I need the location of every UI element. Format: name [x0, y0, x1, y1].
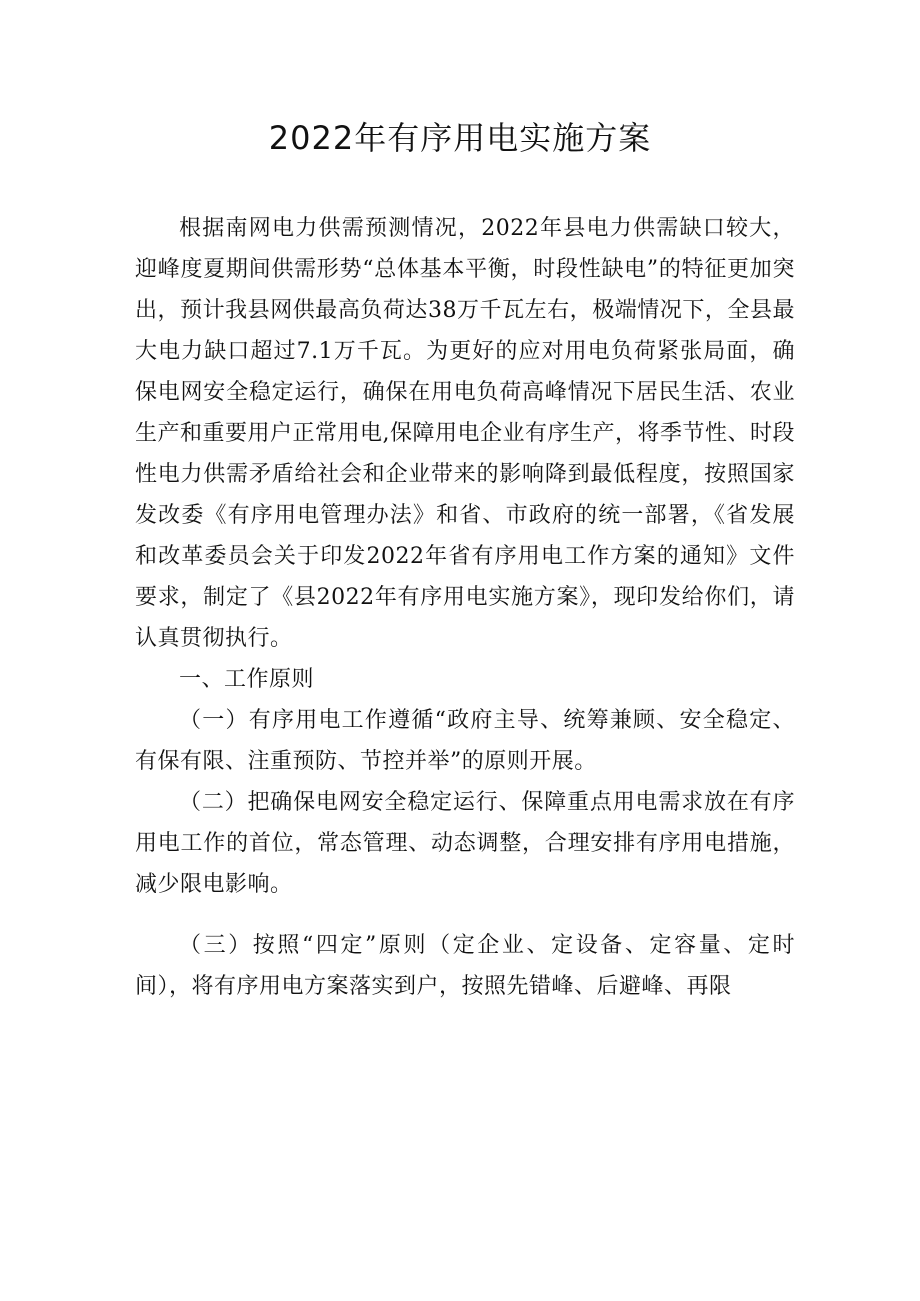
principle-2-paragraph: （二）把确保电网安全稳定运行、保障重点用电需求放在有序用电工作的首位，常态管理、动态调整，合理安排有序用电措施，减少限电影响。	[135, 790, 795, 897]
section-heading-principles: 一、工作原则	[179, 667, 315, 692]
intro-paragraph: 根据南网电力供需预测情况，2022年县电力供需缺口较大，迎峰度夏期间供需形势“总体基本平衡，时段性缺电”的特征更加突出，预计我县网供最高负荷达38万千瓦左右，极端情况下，全县最大电力缺口超过7.1万千瓦。为更好的应对用电负荷紧张局面，确保电网安全稳定运行，确保在用电负荷高峰情况下居民生活、农业生产和重要用户正常用电,保障用电企业有序生产，将季节性、时段性电力供需矛盾给社会和企业带来的影响降到最低程度，按照国家发改委《有序用电管理办法》和省、市政府的统一部署，《省发展和改革委员会关于印发2022年省有序用电工作方案的通知》文件要求，制定了《县2022年有序用电实施方案》，现印发给你们，请认真贯彻执行。	[135, 216, 795, 651]
principle-3-paragraph: （三）按照“四定”原则（定企业、定设备、定容量、定时间），将有序用电方案落实到户，按照先错峰、后避峰、再限	[135, 933, 795, 999]
document-title: 2022年有序用电实施方案	[268, 119, 652, 157]
principle-1-paragraph: （一）有序用电工作遵循“政府主导、统筹兼顾、安全稳定、有保有限、注重预防、节控并举”的原则开展。	[135, 708, 795, 774]
document-body	[135, 208, 795, 1007]
